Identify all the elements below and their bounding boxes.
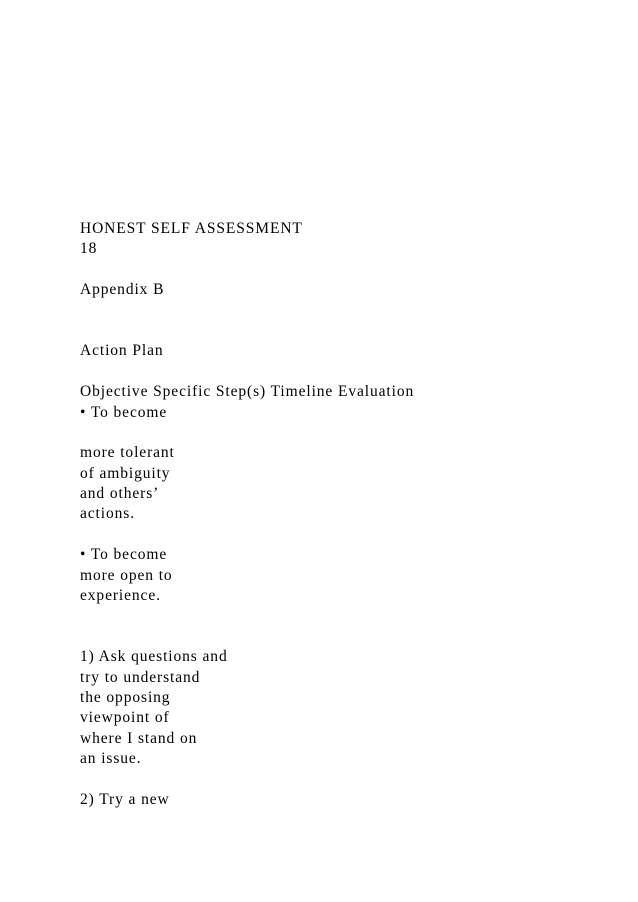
step-line: an issue.	[80, 750, 142, 768]
objective-line: of ambiguity	[80, 464, 171, 482]
step-line: viewpoint of	[80, 709, 170, 727]
blank-line	[80, 627, 600, 647]
blank-line	[80, 362, 600, 382]
step-line: where I stand on	[80, 729, 198, 747]
appendix-label: Appendix B	[80, 281, 165, 299]
blank-line	[80, 770, 600, 790]
objective-line: • To become	[80, 403, 168, 421]
step-line: try to understand	[80, 668, 201, 686]
table-header-line: Objective Specific Step(s) Timeline Evaluation	[80, 383, 415, 401]
blank-line	[80, 260, 600, 280]
objective-line: • To become	[80, 546, 168, 564]
blank-line	[80, 606, 600, 626]
objective-line: more tolerant	[80, 444, 175, 462]
objective-line: actions.	[80, 505, 135, 523]
step-line: 1) Ask questions and	[80, 648, 228, 666]
blank-line	[80, 301, 600, 321]
step-line: the opposing	[80, 688, 171, 706]
running-header: HONEST SELF ASSESSMENT	[80, 220, 303, 237]
page-number: 18	[80, 240, 98, 258]
document-text	[80, 219, 600, 810]
objective-line: more open to	[80, 566, 173, 584]
section-title: Action Plan	[80, 342, 164, 360]
blank-line	[80, 321, 600, 341]
objective-line: experience.	[80, 587, 161, 605]
blank-line	[80, 525, 600, 545]
step-line: 2) Try a new	[80, 790, 170, 808]
objective-line: and others’	[80, 485, 160, 503]
blank-line	[80, 423, 600, 443]
